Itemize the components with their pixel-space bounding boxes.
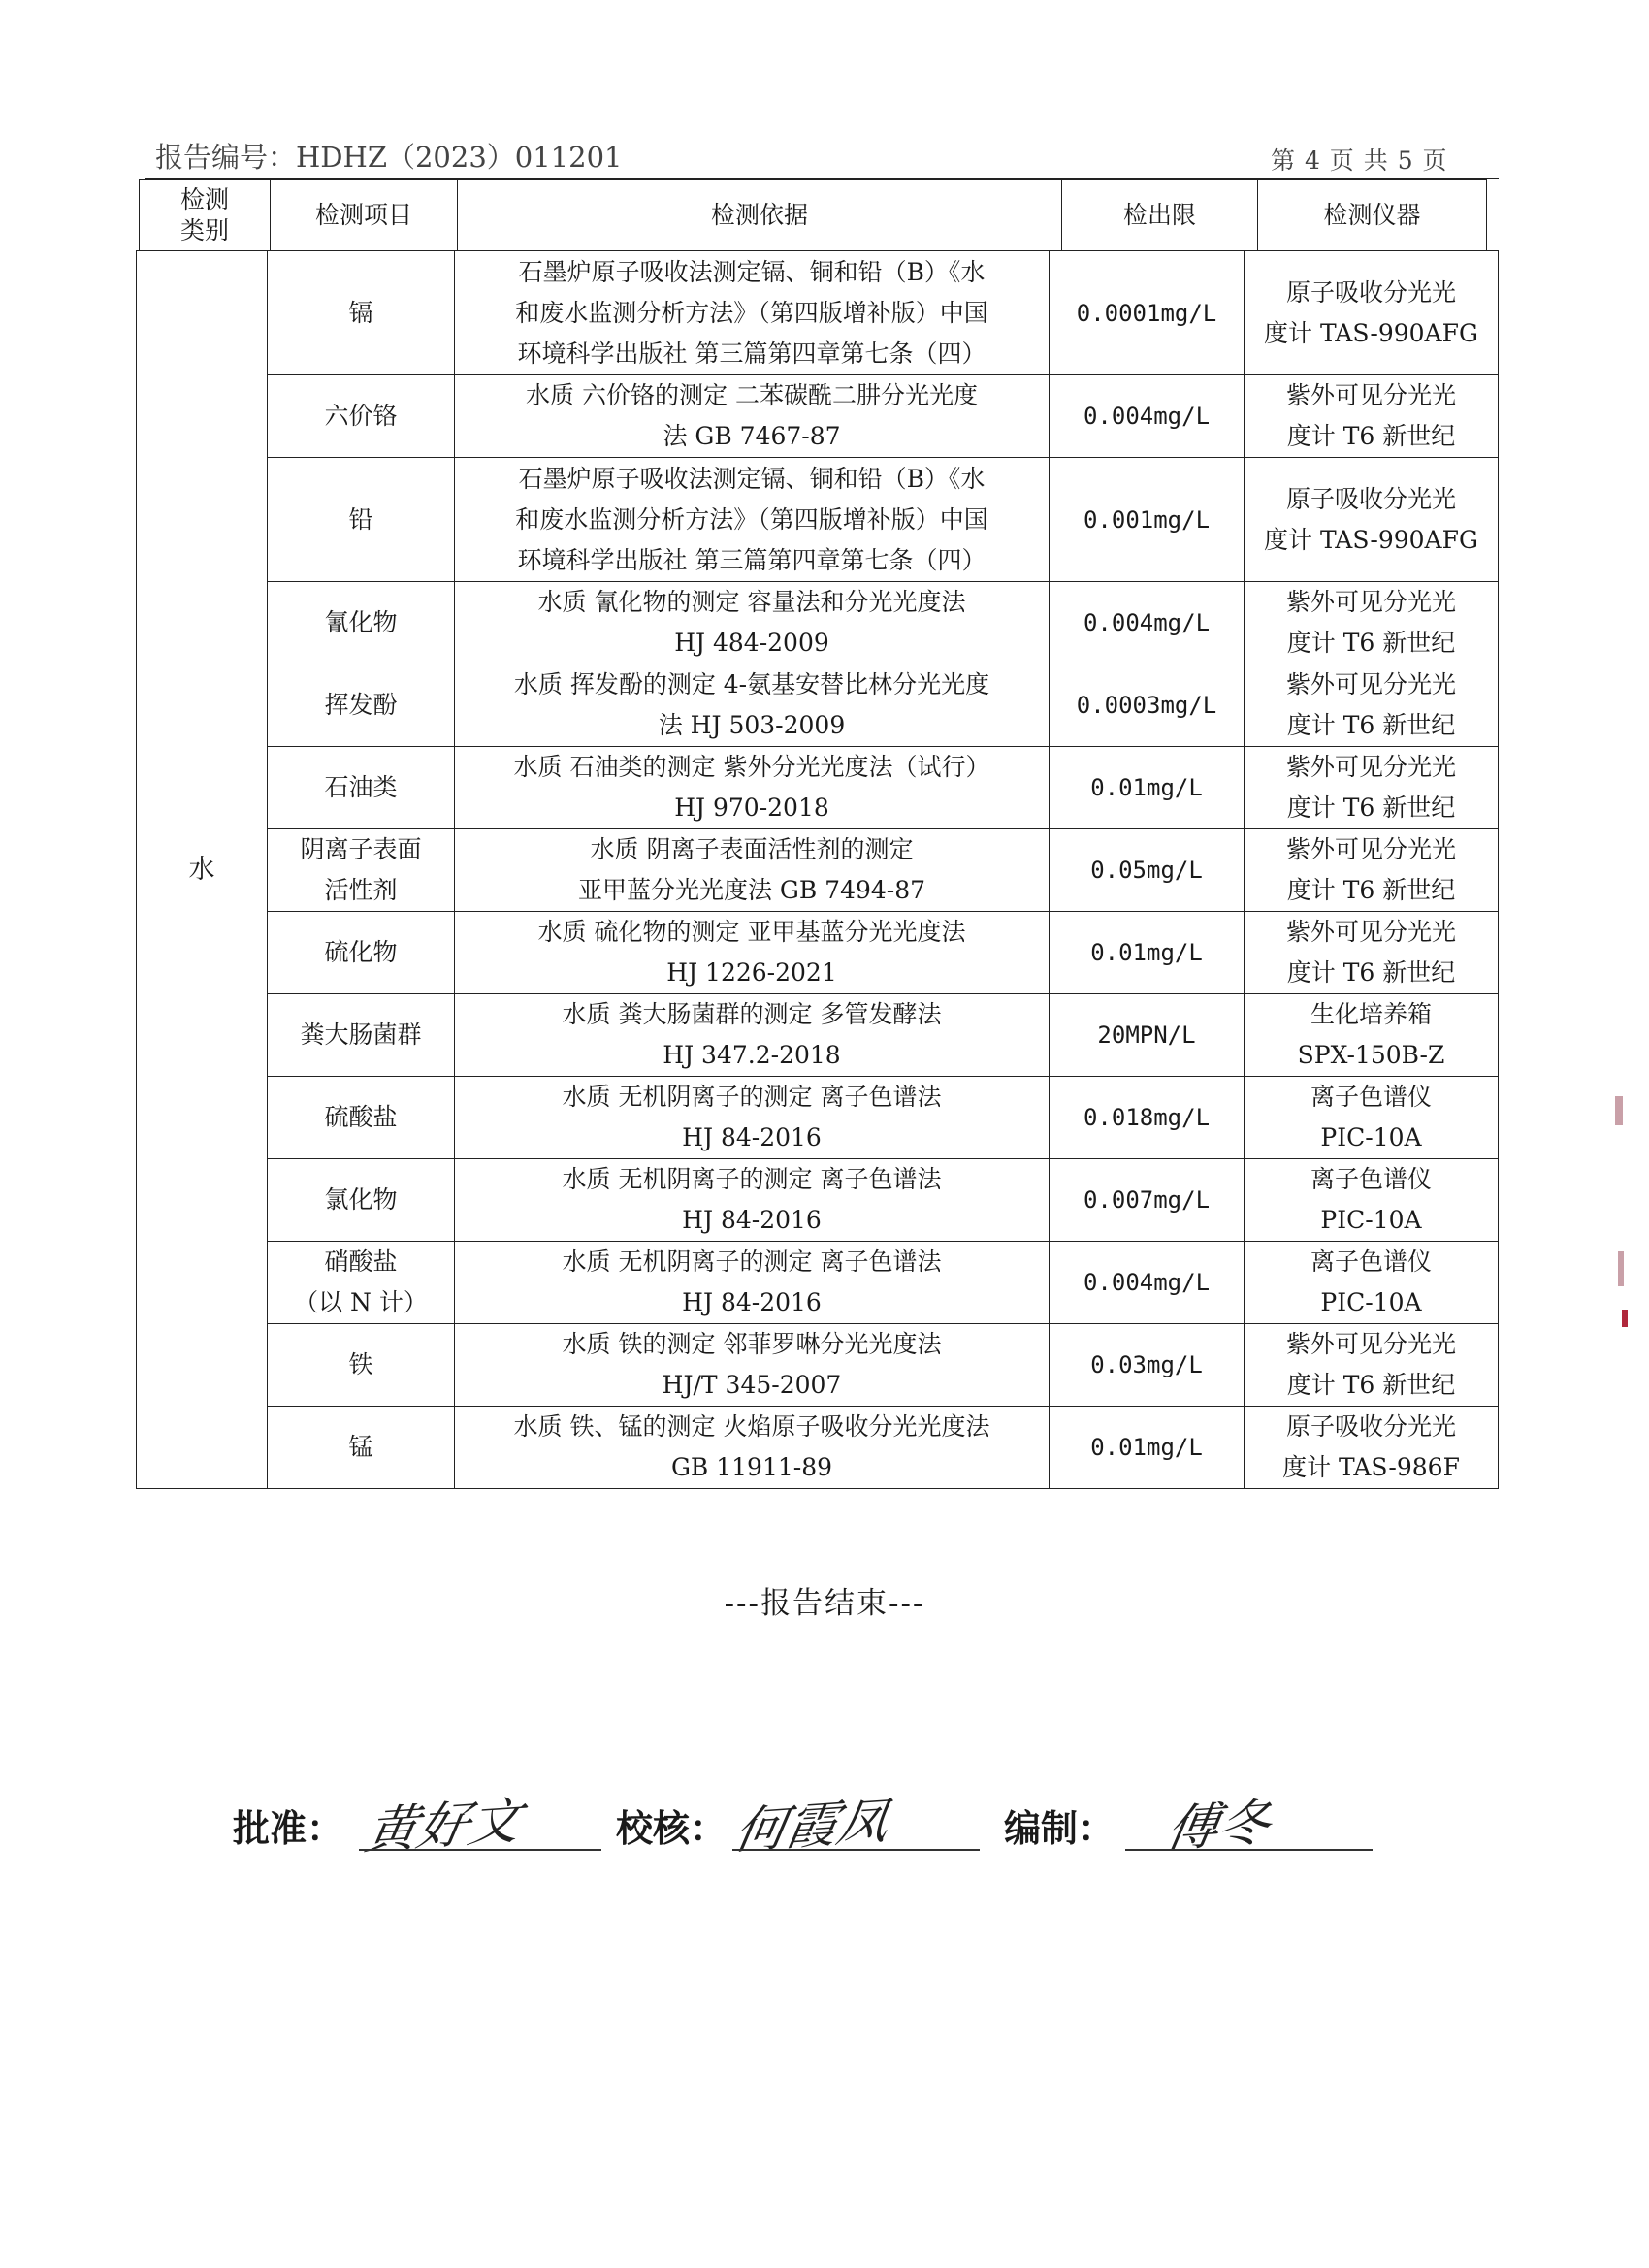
table-row [137, 747, 1499, 829]
limit-cell: 0.0003mg/L [1050, 664, 1245, 747]
instrument-cell: 紫外可见分光光 度计 T6 新世纪 [1245, 375, 1499, 458]
approve-line [359, 1849, 601, 1851]
signature-row [233, 1785, 1494, 1882]
table-row [137, 251, 1499, 375]
limit-cell: 0.004mg/L [1050, 375, 1245, 458]
check-label: 校核： [616, 1807, 728, 1850]
basis-cell: 水质 无机阴离子的测定 离子色谱法 HJ 84-2016 [455, 1077, 1050, 1159]
limit-cell: 0.03mg/L [1050, 1324, 1245, 1407]
prepare-signature: 傅冬 [1161, 1794, 1276, 1860]
item-cell: 铅 [268, 458, 455, 582]
basis-cell: 水质 粪大肠菌群的测定 多管发酵法 HJ 347.2-2018 [455, 994, 1050, 1077]
item-cell: 镉 [268, 251, 455, 375]
basis-cell: 石墨炉原子吸收法测定镉、铜和铅（B）《水 和废水监测分析方法》（第四版增补版）中国 环境科学出版社 第三篇第四章第七条（四） [455, 251, 1050, 375]
table-row [137, 829, 1499, 912]
item-cell: 挥发酚 [268, 664, 455, 747]
instrument-cell: 离子色谱仪 PIC-10A [1245, 1159, 1499, 1242]
col-header-item: 检测项目 [271, 180, 458, 251]
table-row [137, 1077, 1499, 1159]
table-row [137, 1407, 1499, 1489]
prepare-label: 编制： [1004, 1807, 1116, 1850]
limit-cell: 0.004mg/L [1050, 582, 1245, 664]
table-row [137, 994, 1499, 1077]
instrument-cell: 紫外可见分光光 度计 T6 新世纪 [1245, 664, 1499, 747]
table-row [137, 375, 1499, 458]
basis-cell: 水质 阴离子表面活性剂的测定 亚甲蓝分光光度法 GB 7494-87 [455, 829, 1050, 912]
basis-cell: 水质 铁的测定 邻菲罗啉分光光度法 HJ/T 345-2007 [455, 1324, 1050, 1407]
limit-cell: 20MPN/L [1050, 994, 1245, 1077]
instrument-cell: 原子吸收分光光 度计 TAS-990AFG [1245, 251, 1499, 375]
item-cell: 六价铬 [268, 375, 455, 458]
instrument-cell: 生化培养箱 SPX-150B-Z [1245, 994, 1499, 1077]
scan-mark [1618, 1251, 1624, 1286]
approve-signature: 黄好文 [361, 1792, 526, 1862]
detection-table [136, 250, 1499, 1489]
instrument-cell: 紫外可见分光光 度计 T6 新世纪 [1245, 747, 1499, 829]
basis-cell: 水质 无机阴离子的测定 离子色谱法 HJ 84-2016 [455, 1159, 1050, 1242]
basis-cell: 水质 无机阴离子的测定 离子色谱法 HJ 84-2016 [455, 1242, 1050, 1324]
col-header-category: 检测 类别 [140, 180, 271, 251]
col-header-instrument: 检测仪器 [1258, 180, 1487, 251]
table-row [137, 1159, 1499, 1242]
basis-cell: 水质 氰化物的测定 容量法和分光光度法 HJ 484-2009 [455, 582, 1050, 664]
prepare-line [1125, 1849, 1373, 1851]
instrument-cell: 离子色谱仪 PIC-10A [1245, 1242, 1499, 1324]
item-cell: 锰 [268, 1407, 455, 1489]
basis-cell: 水质 石油类的测定 紫外分光光度法（试行） HJ 970-2018 [455, 747, 1050, 829]
report-number: 报告编号：HDHZ（2023）011201 [155, 141, 623, 174]
basis-cell: 水质 硫化物的测定 亚甲基蓝分光光度法 HJ 1226-2021 [455, 912, 1050, 994]
table-header [139, 179, 1487, 251]
basis-cell: 石墨炉原子吸收法测定镉、铜和铅（B）《水 和废水监测分析方法》（第四版增补版）中国 环境科学出版社 第三篇第四章第七条（四） [455, 458, 1050, 582]
instrument-cell: 紫外可见分光光 度计 T6 新世纪 [1245, 582, 1499, 664]
item-cell: 氯化物 [268, 1159, 455, 1242]
item-cell: 阴离子表面 活性剂 [268, 829, 455, 912]
table-row [137, 1242, 1499, 1324]
limit-cell: 0.01mg/L [1050, 1407, 1245, 1489]
item-cell: 硫酸盐 [268, 1077, 455, 1159]
instrument-cell: 原子吸收分光光 度计 TAS-986F [1245, 1407, 1499, 1489]
limit-cell: 0.0001mg/L [1050, 251, 1245, 375]
scan-mark [1615, 1096, 1623, 1125]
table-row [137, 912, 1499, 994]
instrument-cell: 紫外可见分光光 度计 T6 新世纪 [1245, 829, 1499, 912]
limit-cell: 0.018mg/L [1050, 1077, 1245, 1159]
item-cell: 氰化物 [268, 582, 455, 664]
basis-cell: 水质 铁、锰的测定 火焰原子吸收分光光度法 GB 11911-89 [455, 1407, 1050, 1489]
page-number: 第 4 页 共 5 页 [1271, 146, 1448, 175]
scan-mark [1622, 1310, 1628, 1327]
table-row [137, 664, 1499, 747]
instrument-cell: 紫外可见分光光 度计 T6 新世纪 [1245, 912, 1499, 994]
table-row [137, 458, 1499, 582]
limit-cell: 0.004mg/L [1050, 1242, 1245, 1324]
table-row [137, 1324, 1499, 1407]
instrument-cell: 紫外可见分光光 度计 T6 新世纪 [1245, 1324, 1499, 1407]
item-cell: 粪大肠菌群 [268, 994, 455, 1077]
col-header-basis: 检测依据 [458, 180, 1062, 251]
limit-cell: 0.05mg/L [1050, 829, 1245, 912]
table-row [137, 582, 1499, 664]
limit-cell: 0.001mg/L [1050, 458, 1245, 582]
limit-cell: 0.01mg/L [1050, 912, 1245, 994]
check-line [732, 1849, 980, 1851]
report-end-text: ---报告结束--- [724, 1586, 925, 1621]
limit-cell: 0.007mg/L [1050, 1159, 1245, 1242]
check-signature: 何霞凤 [729, 1792, 894, 1862]
item-cell: 石油类 [268, 747, 455, 829]
basis-cell: 水质 六价铬的测定 二苯碳酰二肼分光光度 法 GB 7467-87 [455, 375, 1050, 458]
item-cell: 硝酸盐 （以 N 计） [268, 1242, 455, 1324]
item-cell: 铁 [268, 1324, 455, 1407]
item-cell: 硫化物 [268, 912, 455, 994]
category-cell: 水 [137, 251, 268, 1489]
col-header-limit: 检出限 [1062, 180, 1258, 251]
instrument-cell: 离子色谱仪 PIC-10A [1245, 1077, 1499, 1159]
instrument-cell: 原子吸收分光光 度计 TAS-990AFG [1245, 458, 1499, 582]
approve-label: 批准： [233, 1807, 344, 1850]
basis-cell: 水质 挥发酚的测定 4-氨基安替比林分光光度 法 HJ 503-2009 [455, 664, 1050, 747]
limit-cell: 0.01mg/L [1050, 747, 1245, 829]
